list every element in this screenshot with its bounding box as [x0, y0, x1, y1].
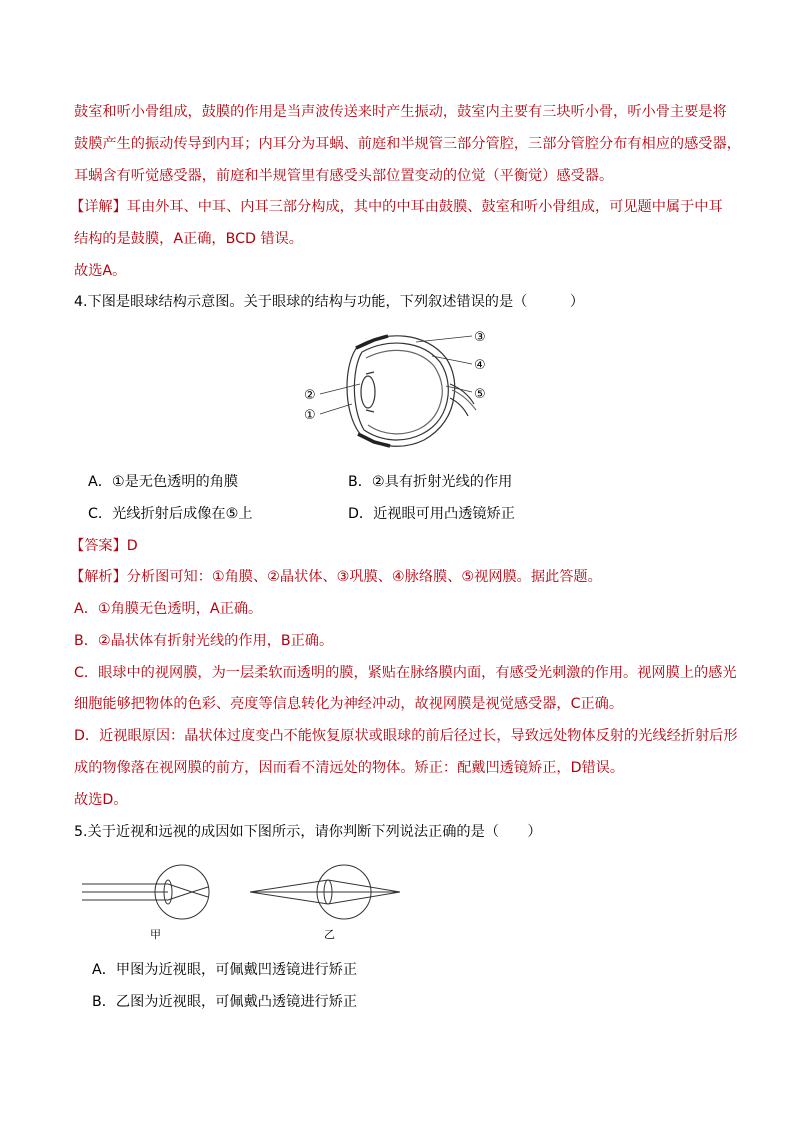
q4-explain-c1: C．眼球中的视网膜，为一层柔软而透明的膜，紧贴在脉络膜内面，有感受光刺激的作用。视网膜上的感光: [74, 665, 737, 681]
answer-value: D: [126, 538, 138, 554]
eye-label-1: ①: [304, 408, 316, 423]
vision-defect-diagram: [82, 862, 406, 942]
q5-option-b: B．乙图为近视眼，可佩戴凸透镜进行矫正: [92, 994, 358, 1010]
answer-tag: 【答案】: [70, 538, 127, 554]
eye-label-4: ④: [474, 358, 486, 373]
prev-explanation-line-1: 鼓室和听小骨组成，鼓膜的作用是当声波传送来时产生振动，鼓室内主要有三块听小骨，听小骨主要是将: [74, 104, 727, 120]
fig-label-yi: 乙: [324, 928, 335, 941]
fig-label-jia: 甲: [150, 928, 161, 941]
q4-analysis: [70, 567, 602, 587]
q5-stem: 5.关于近视和远视的成因如下图所示，请你判断下列说法正确的是（ ）: [74, 824, 542, 840]
detail-tag: 【详解】: [70, 199, 127, 215]
q4-option-a: A．①是无色透明的角膜: [88, 474, 239, 490]
q4-option-b: B．②具有折射光线的作用: [348, 474, 513, 490]
prev-explanation-line-3: 耳蜗含有听觉感受器，前庭和半规管里有感受头部位置变动的位觉（平衡觉）感受器。: [74, 168, 614, 184]
q4-stem: 4.下图是眼球结构示意图。关于眼球的结构与功能，下列叙述错误的是（ ）: [74, 294, 585, 310]
prev-choose: 故选A。: [74, 263, 127, 279]
q4-explain-b: B．②晶状体有折射光线的作用，B正确。: [74, 633, 334, 649]
eye-structure-diagram: [296, 322, 502, 456]
analysis-tag: 【解析】: [70, 569, 127, 585]
eye-label-3: ③: [474, 330, 486, 345]
q4-explain-d1: D．近视眼原因：晶状体过度变凸不能恢复原状或眼球的前后径过长，导致远处物体反射的光线经折射后形: [74, 728, 738, 744]
detail-line-2: 结构的是鼓膜，A正确，BCD 错误。: [74, 231, 303, 247]
detail-paragraph: [70, 197, 723, 217]
analysis-text: 分析图可知：①角膜、②晶状体、③巩膜、④脉络膜、⑤视网膜。据此答题。: [126, 569, 602, 585]
eye-label-5: ⑤: [474, 387, 486, 402]
q4-choose: 故选D。: [74, 792, 128, 808]
q4-explain-d2: 成的物像落在视网膜的前方，因而看不清远处的物体。矫正：配戴凹透镜矫正，D错误。: [74, 760, 625, 776]
q4-answer: [70, 536, 138, 556]
detail-line-1: 耳由外耳、中耳、内耳三部分构成，其中的中耳由鼓膜、鼓室和听小骨组成，可见题中属于中耳: [126, 199, 723, 215]
prev-explanation-line-2: 鼓膜产生的振动传导到内耳；内耳分为耳蜗、前庭和半规管三部分管腔，三部分管腔分布有相应的感受器，: [74, 136, 741, 152]
q4-option-c: C．光线折射后成像在⑤上: [88, 506, 253, 522]
q5-option-a: A．甲图为近视眼，可佩戴凹透镜进行矫正: [92, 962, 358, 978]
q4-explain-a: A．①角膜无色透明，A正确。: [74, 601, 263, 617]
eye-label-2: ②: [304, 388, 316, 403]
q4-explain-c2: 细胞能够把物体的色彩、亮度等信息转化为神经冲动，故视网膜是视觉感受器，C正确。: [74, 696, 624, 712]
q4-option-d: D．近视眼可用凸透镜矫正: [348, 506, 515, 522]
